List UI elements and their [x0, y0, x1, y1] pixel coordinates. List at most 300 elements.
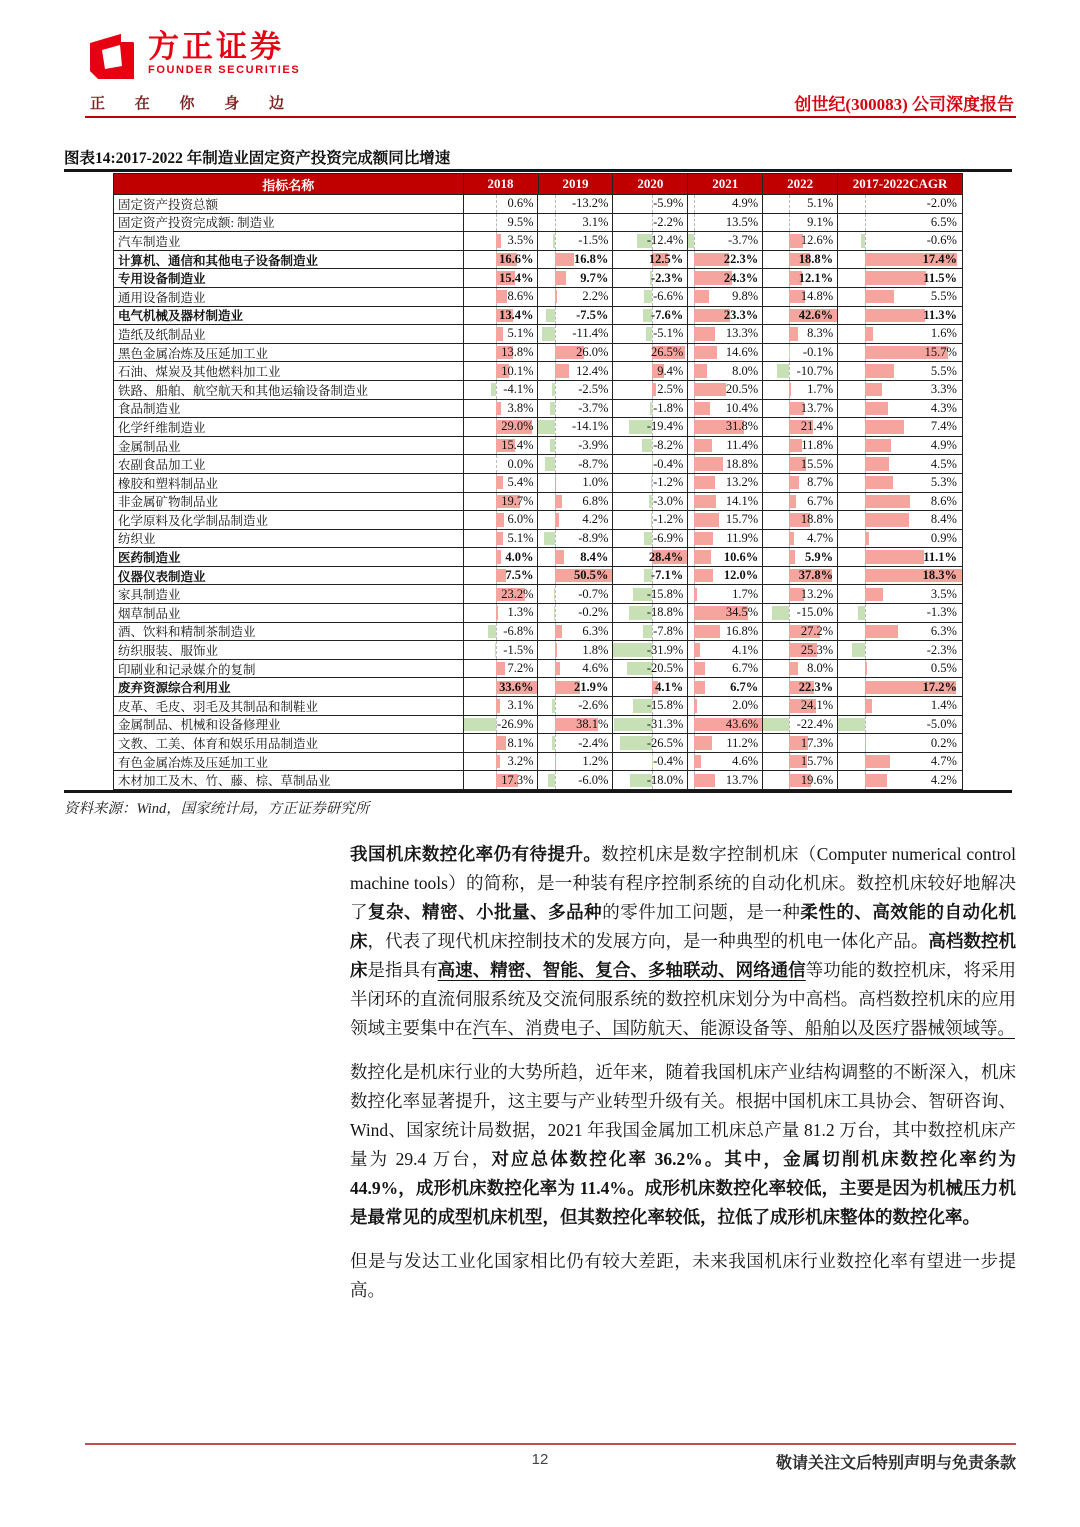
positive-data-bar	[496, 234, 500, 247]
value-cell: 34.5%	[688, 604, 763, 623]
value-cell: 15.7%	[763, 753, 838, 772]
bar-axis	[865, 232, 866, 250]
value-cell: -12.4%	[613, 232, 688, 251]
positive-data-bar	[865, 755, 890, 768]
value-cell: 7.4%	[838, 418, 963, 437]
row-label-cell: 医药制造业	[114, 548, 464, 567]
header-divider	[85, 116, 1016, 118]
value-cell: -4.1%	[464, 381, 539, 400]
value-cell: 25.3%	[763, 641, 838, 660]
table-row	[114, 753, 963, 772]
value-cell: 0.2%	[838, 734, 963, 753]
table-row	[114, 232, 963, 251]
table-row	[114, 623, 963, 642]
value-cell: -0.4%	[613, 455, 688, 474]
value-cell: 16.8%	[538, 251, 613, 270]
value-cell: 6.7%	[763, 493, 838, 512]
positive-data-bar	[865, 736, 866, 749]
value-cell: -26.9%	[464, 716, 539, 735]
table-row	[114, 660, 963, 679]
value-cell: 28.4%	[613, 548, 688, 567]
value-cell: 8.6%	[838, 493, 963, 512]
table-row	[114, 511, 963, 530]
value-cell: 10.6%	[688, 548, 763, 567]
positive-data-bar	[865, 495, 911, 508]
value-cell: 18.3%	[838, 567, 963, 586]
positive-data-bar	[496, 699, 500, 712]
source-note: 资料来源：Wind，国家统计局，方正证券研究所	[64, 801, 370, 817]
value-cell: 0.9%	[838, 530, 963, 549]
value-cell: 2.0%	[688, 697, 763, 716]
value-cell: 7.5%	[464, 567, 539, 586]
value-cell: -31.3%	[613, 716, 688, 735]
bar-axis	[865, 214, 866, 232]
positive-data-bar	[865, 271, 926, 284]
negative-data-bar	[649, 495, 653, 508]
table-row	[114, 604, 963, 623]
negative-data-bar	[644, 290, 652, 303]
table-row	[114, 214, 963, 233]
table-row	[114, 697, 963, 716]
value-cell: 14.8%	[763, 288, 838, 307]
value-cell: 6.8%	[538, 493, 613, 512]
text-segment: 的零件加工问题，是一种	[602, 902, 801, 922]
bar-axis	[555, 734, 556, 752]
table-row	[114, 195, 963, 214]
positive-data-bar	[694, 550, 711, 563]
text-segment: 对应总体数控化率 36.2%。其中，金属切削机床数控化率约为 44.9%，成形机床数控化率为 11.4%。成形机床数控化率较低，主要是因为机械压力机是最常见的成型机床机型，但其数控化率较低，拉低了成形机床整体的数控化率。	[350, 1149, 1017, 1227]
positive-data-bar	[865, 532, 870, 545]
value-cell: 11.5%	[838, 269, 963, 288]
value-cell: 4.5%	[838, 455, 963, 474]
negative-data-bar	[542, 327, 555, 340]
value-cell: 4.9%	[838, 437, 963, 456]
body-text	[350, 840, 1016, 1320]
positive-data-bar	[694, 681, 704, 694]
value-cell: -1.8%	[613, 400, 688, 419]
positive-data-bar	[865, 439, 891, 452]
value-cell: -0.4%	[613, 753, 688, 772]
positive-data-bar	[496, 755, 500, 768]
row-label-cell: 通用设备制造业	[114, 288, 464, 307]
row-label-cell: 专用设备制造业	[114, 269, 464, 288]
value-cell: 18.8%	[763, 251, 838, 270]
bar-axis	[555, 771, 556, 789]
positive-data-bar	[496, 513, 503, 526]
negative-data-bar	[550, 402, 554, 415]
row-label-cell: 皮革、毛皮、羽毛及其制品和制鞋业	[114, 697, 464, 716]
negative-data-bar	[495, 643, 497, 656]
value-cell: 6.0%	[464, 511, 539, 530]
positive-data-bar	[496, 476, 503, 489]
positive-data-bar	[694, 457, 723, 470]
paragraph	[350, 840, 1016, 1043]
value-cell: 6.3%	[838, 623, 963, 642]
value-cell: 24.1%	[763, 697, 838, 716]
text-segment: 我国机床数控化率仍有待提升。	[350, 844, 602, 864]
positive-data-bar	[652, 383, 655, 396]
positive-data-bar	[555, 290, 558, 303]
negative-data-bar	[777, 364, 789, 377]
value-cell: 15.7%	[688, 511, 763, 530]
positive-data-bar	[865, 420, 904, 433]
table-row	[114, 548, 963, 567]
value-cell: -6.0%	[538, 771, 613, 790]
positive-data-bar	[694, 662, 704, 675]
value-cell: -0.1%	[763, 344, 838, 363]
positive-data-bar	[694, 402, 710, 415]
value-cell: 24.3%	[688, 269, 763, 288]
value-cell: 13.3%	[688, 325, 763, 344]
value-cell: 13.7%	[763, 400, 838, 419]
value-cell: 26.5%	[613, 344, 688, 363]
positive-data-bar	[789, 476, 799, 489]
value-cell: -2.5%	[538, 381, 613, 400]
value-cell: 13.2%	[763, 585, 838, 604]
positive-data-bar	[694, 699, 697, 712]
table-row	[114, 288, 963, 307]
footer-divider	[85, 1443, 1016, 1445]
value-cell: 6.7%	[688, 678, 763, 697]
value-cell: -31.9%	[613, 641, 688, 660]
positive-data-bar	[694, 625, 720, 638]
value-cell: 17.3%	[464, 771, 539, 790]
value-cell: 29.0%	[464, 418, 539, 437]
bar-axis	[694, 232, 695, 250]
table-header-row	[114, 174, 963, 195]
bar-axis	[865, 641, 866, 659]
text-segment: 复杂、精密、小批量、多品种	[368, 902, 603, 922]
negative-data-bar	[553, 234, 555, 247]
positive-data-bar	[789, 550, 796, 563]
value-cell: 4.7%	[763, 530, 838, 549]
value-cell: 9.8%	[688, 288, 763, 307]
row-label-cell: 家具制造业	[114, 585, 464, 604]
table-row	[114, 400, 963, 419]
table-row	[114, 530, 963, 549]
value-cell: -0.2%	[538, 604, 613, 623]
bar-axis	[555, 455, 556, 473]
value-cell: 1.4%	[838, 697, 963, 716]
positive-data-bar	[496, 550, 501, 563]
value-cell: 38.1%	[538, 716, 613, 735]
value-cell: 21.9%	[538, 678, 613, 697]
row-label-cell: 化学纤维制造业	[114, 418, 464, 437]
positive-data-bar	[694, 532, 713, 545]
value-cell: 12.5%	[613, 251, 688, 270]
value-cell: -2.6%	[538, 697, 613, 716]
value-cell: 2.5%	[613, 381, 688, 400]
positive-data-bar	[865, 383, 883, 396]
table-row	[114, 269, 963, 288]
value-cell: 6.7%	[688, 660, 763, 679]
value-cell: 1.7%	[763, 381, 838, 400]
value-cell: 11.9%	[688, 530, 763, 549]
negative-data-bar	[550, 439, 554, 452]
value-cell: 13.5%	[688, 214, 763, 233]
value-cell: 17.4%	[838, 251, 963, 270]
positive-data-bar	[496, 290, 507, 303]
value-cell: 10.1%	[464, 362, 539, 381]
bar-axis	[496, 214, 497, 232]
value-cell: 8.7%	[763, 474, 838, 493]
negative-data-bar	[545, 457, 555, 470]
value-cell: 1.6%	[838, 325, 963, 344]
row-label-cell: 纺织服装、服饰业	[114, 641, 464, 660]
negative-data-bar	[688, 234, 694, 247]
value-cell: -7.1%	[613, 567, 688, 586]
value-cell: 8.4%	[838, 511, 963, 530]
value-cell: 8.3%	[763, 325, 838, 344]
positive-data-bar	[496, 662, 505, 675]
table-row	[114, 307, 963, 326]
row-label-cell: 废弃资源综合利用业	[114, 678, 464, 697]
table-row	[114, 381, 963, 400]
positive-data-bar	[694, 290, 709, 303]
value-cell: 17.2%	[838, 678, 963, 697]
value-cell: -2.0%	[838, 195, 963, 214]
value-cell: 5.1%	[464, 530, 539, 549]
table-row	[114, 455, 963, 474]
row-label-cell: 印刷业和记录媒介的复制	[114, 660, 464, 679]
value-cell: 18.8%	[763, 511, 838, 530]
positive-data-bar	[865, 290, 894, 303]
text-segment: 高档数控机床	[350, 931, 1017, 980]
value-cell: 5.5%	[838, 362, 963, 381]
row-label-cell: 文教、工美、体育和娱乐用品制造业	[114, 734, 464, 753]
bar-axis	[555, 381, 556, 399]
brand-subtitle: FOUNDER SECURITIES	[148, 64, 301, 76]
positive-data-bar	[865, 402, 888, 415]
value-cell: 2.2%	[538, 288, 613, 307]
report-title: 创世纪(300083) 公司深度报告	[794, 95, 1014, 114]
value-cell: -1.3%	[838, 604, 963, 623]
row-label-cell: 纺织业	[114, 530, 464, 549]
row-label-cell: 橡胶和塑料制品业	[114, 474, 464, 493]
column-header: 2022	[763, 174, 838, 195]
negative-data-bar	[852, 643, 864, 656]
value-cell: 11.8%	[763, 437, 838, 456]
row-label-cell: 固定资产投资总额	[114, 195, 464, 214]
value-cell: 15.4%	[464, 437, 539, 456]
negative-data-bar	[464, 718, 497, 731]
value-cell: -19.4%	[613, 418, 688, 437]
row-label-cell: 造纸及纸制品业	[114, 325, 464, 344]
value-cell: 3.5%	[464, 232, 539, 251]
value-cell: -14.1%	[538, 418, 613, 437]
value-cell: 3.1%	[464, 697, 539, 716]
positive-data-bar	[694, 439, 712, 452]
value-cell: 0.5%	[838, 660, 963, 679]
positive-data-bar	[865, 699, 872, 712]
value-cell: 15.7%	[838, 344, 963, 363]
positive-data-bar	[789, 495, 797, 508]
value-cell: -15.8%	[613, 697, 688, 716]
value-cell: 4.2%	[538, 511, 613, 530]
bar-axis	[789, 344, 790, 362]
page-number: 12	[531, 1451, 549, 1468]
bar-axis	[496, 381, 497, 399]
value-cell: 3.2%	[464, 753, 539, 772]
negative-data-bar	[552, 699, 555, 712]
bar-axis	[789, 604, 790, 622]
value-cell: -10.7%	[763, 362, 838, 381]
bar-axis	[555, 585, 556, 603]
value-cell: 4.1%	[613, 678, 688, 697]
negative-data-bar	[643, 625, 653, 638]
table-row	[114, 585, 963, 604]
brand-tagline: 正 在 你 身 边	[90, 96, 298, 112]
value-cell: -13.2%	[538, 195, 613, 214]
negative-data-bar	[548, 774, 555, 787]
value-cell: 22.3%	[763, 678, 838, 697]
value-cell: 16.6%	[464, 251, 539, 270]
positive-data-bar	[865, 625, 898, 638]
figure-top-rule	[64, 169, 1012, 172]
positive-data-bar	[865, 774, 887, 787]
value-cell: 1.8%	[538, 641, 613, 660]
value-cell: 26.0%	[538, 344, 613, 363]
value-cell: 18.8%	[688, 455, 763, 474]
positive-data-bar	[865, 588, 884, 601]
paragraph	[350, 1247, 1016, 1305]
column-header: 2019	[539, 174, 614, 195]
text-segment: ，代表了现代机床控制技术的发展方向，是一种典型的机电一体化产品。	[367, 931, 929, 951]
value-cell: 7.2%	[464, 660, 539, 679]
negative-data-bar	[772, 606, 789, 619]
value-cell: 11.1%	[838, 548, 963, 567]
column-header: 2018	[464, 174, 539, 195]
positive-data-bar	[865, 476, 893, 489]
value-cell: -6.8%	[464, 623, 539, 642]
positive-data-bar	[865, 364, 894, 377]
value-cell: 4.7%	[838, 753, 963, 772]
negative-data-bar	[552, 736, 555, 749]
value-cell: -0.6%	[838, 232, 963, 251]
value-cell: 5.1%	[763, 195, 838, 214]
positive-data-bar	[865, 327, 874, 340]
row-label-cell: 化学原料及化学制品制造业	[114, 511, 464, 530]
value-cell: 3.5%	[838, 585, 963, 604]
value-cell: -6.6%	[613, 288, 688, 307]
text-segment: 汽车、消费电子、国防航天、能源设备等、船舶以及医疗器械领域等。	[472, 1018, 1015, 1038]
value-cell: 5.9%	[763, 548, 838, 567]
value-cell: 31.8%	[688, 418, 763, 437]
bar-axis	[555, 697, 556, 715]
positive-data-bar	[694, 588, 697, 601]
value-cell: 13.7%	[688, 771, 763, 790]
row-label-cell: 铁路、船舶、航空航天和其他运输设备制造业	[114, 381, 464, 400]
value-cell: 9.5%	[464, 214, 539, 233]
value-cell: 37.8%	[763, 567, 838, 586]
positive-data-bar	[865, 662, 868, 675]
value-cell: 5.1%	[464, 325, 539, 344]
value-cell: 1.0%	[538, 474, 613, 493]
value-cell: 1.7%	[688, 585, 763, 604]
text-segment: 是指具有	[367, 960, 438, 980]
positive-data-bar	[496, 569, 505, 582]
value-cell: -2.3%	[613, 269, 688, 288]
bar-axis	[496, 641, 497, 659]
negative-data-bar	[642, 439, 652, 452]
value-cell: -3.7%	[538, 400, 613, 419]
value-cell: 12.1%	[763, 269, 838, 288]
positive-data-bar	[555, 513, 560, 526]
bar-axis	[555, 214, 556, 232]
bar-axis	[789, 214, 790, 232]
negative-data-bar	[646, 327, 652, 340]
negative-data-bar	[644, 532, 652, 545]
negative-data-bar	[858, 606, 865, 619]
bar-axis	[865, 604, 866, 622]
table-row	[114, 567, 963, 586]
positive-data-bar	[865, 309, 925, 322]
row-label-cell: 木材加工及木、竹、藤、棕、草制品业	[114, 771, 464, 790]
positive-data-bar	[555, 662, 560, 675]
positive-data-bar	[694, 476, 715, 489]
table-row	[114, 771, 963, 790]
table-row	[114, 251, 963, 270]
value-cell: 17.3%	[763, 734, 838, 753]
founder-logo-icon	[88, 30, 138, 82]
table-row	[114, 362, 963, 381]
text-segment: 柔性的、高效能的自动化机床	[350, 902, 1017, 951]
positive-data-bar	[694, 774, 715, 787]
bar-axis	[555, 232, 556, 250]
value-cell: -18.0%	[613, 771, 688, 790]
column-header: 指标名称	[114, 174, 464, 195]
row-label-cell: 计算机、通信和其他电子设备制造业	[114, 251, 464, 270]
value-cell: 9.7%	[538, 269, 613, 288]
negative-data-bar	[763, 718, 788, 731]
footer-disclaimer: 敬请关注文后特别声明与免责条款	[775, 1455, 1016, 1472]
negative-data-bar	[554, 588, 555, 601]
value-cell: 3.8%	[464, 400, 539, 419]
positive-data-bar	[694, 495, 716, 508]
value-cell: 33.6%	[464, 678, 539, 697]
value-cell: -8.7%	[538, 455, 613, 474]
value-cell: 5.3%	[838, 474, 963, 493]
positive-data-bar	[555, 271, 566, 284]
bar-axis	[555, 325, 556, 343]
table-row	[114, 474, 963, 493]
value-cell: 4.6%	[688, 753, 763, 772]
figure-bottom-rule	[64, 790, 1012, 793]
value-cell: 8.0%	[763, 660, 838, 679]
positive-data-bar	[694, 327, 715, 340]
table-row	[114, 344, 963, 363]
row-label-cell: 有色金属冶炼及压延加工业	[114, 753, 464, 772]
text-segment: 等功能的数控机床，将采用半闭环的直流伺服系统及交流伺服系统的数控机床划分为中高档。高档数控机床的应用领域主要集中在	[350, 960, 1017, 1038]
value-cell: 20.5%	[688, 381, 763, 400]
value-cell: 27.2%	[763, 623, 838, 642]
value-cell: 4.9%	[688, 195, 763, 214]
bar-axis	[789, 362, 790, 380]
positive-data-bar	[789, 532, 794, 545]
negative-data-bar	[488, 625, 496, 638]
positive-data-bar	[789, 383, 791, 396]
value-cell: -26.5%	[613, 734, 688, 753]
value-cell: -11.4%	[538, 325, 613, 344]
bar-axis	[496, 455, 497, 473]
positive-data-bar	[789, 662, 798, 675]
value-cell: 12.4%	[538, 362, 613, 381]
row-label-cell: 汽车制造业	[114, 232, 464, 251]
value-cell: -2.3%	[838, 641, 963, 660]
value-cell: -1.2%	[613, 511, 688, 530]
bar-axis	[496, 195, 497, 213]
bar-axis	[789, 195, 790, 213]
